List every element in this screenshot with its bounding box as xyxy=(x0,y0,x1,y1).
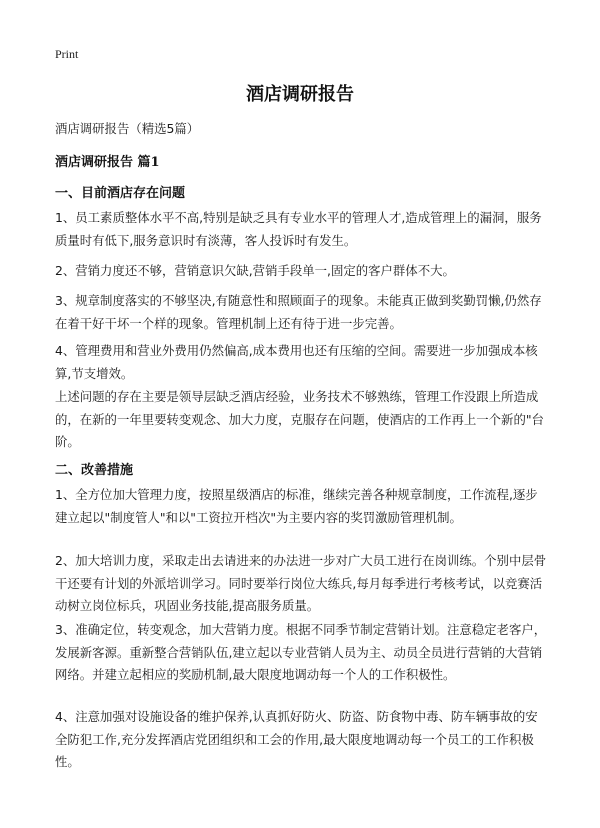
print-link[interactable]: Print xyxy=(55,47,79,61)
part-title: 酒店调研报告 篇1 xyxy=(55,155,160,170)
section-heading-measures: 二、改善措施 xyxy=(55,463,134,478)
measure-item-4: 4、注意加强对设施设备的维护保养,认真抓好防火、防盗、防食物中毒、防车辆事故的安全防犯工作,充分发挥酒店党团组织和工会的作用,最大限度地调动每一个员工的工作积极性。 xyxy=(55,709,538,769)
summary-paragraph: 上述问题的存在主要是领导层缺乏酒店经验，业务技术不够熟练，管理工作没跟上所造成的，在新的一年里要转变观念、加大力度，克服存在问题，使酒店的工作再上一个新的"台阶。 xyxy=(55,389,544,449)
measure-item-3: 3、准确定位，转变观念，加大营销力度。根据不同季节制定营销计划。注意稳定老客户，发展新客源。重新整合营销队伍,建立起以专业营销人员为主、动员全员进行营销的大营销网络。并建立起相应的奖励机制,最大限度地调动每一个人的工作积极性。 xyxy=(55,622,547,682)
section-heading-problems: 一、目前酒店存在问题 xyxy=(55,186,186,201)
problem-item-1: 1、员工素质整体水平不高,特别是缺乏具有专业水平的管理人才,造成管理上的漏洞，服务质量时有低下,服务意识时有淡薄，客人投诉时有发生。 xyxy=(55,210,542,248)
measure-item-2: 2、加大培训力度，采取走出去请进来的办法进一步对广大员工进行在岗训练。个别中层骨干还要有计划的外派培训学习。同时要举行岗位大练兵,每月每季进行考核考试，以竞赛活动树立岗位标兵，巩固业务技能,提高服务质量。 xyxy=(55,553,547,613)
problem-item-4: 4、管理费用和营业外费用仍然偏高,成本费用也还有压缩的空间。需要进一步加强成本核算,节支增效。 xyxy=(55,343,538,381)
document-subtitle: 酒店调研报告（精选5篇） xyxy=(55,121,200,136)
measure-item-1: 1、全方位加大管理力度，按照星级酒店的标准，继续完善各种规章制度，工作流程,逐步建立起以"制度管人"和以"工资拉开档次"为主要内容的奖罚激励管理机制。 xyxy=(55,487,538,525)
problem-item-2: 2、营销力度还不够，营销意识欠缺,营销手段单一,固定的客户群体不大。 xyxy=(55,263,455,278)
problem-item-3: 3、规章制度落实的不够坚决,有随意性和照顾面子的现象。未能真正做到奖勤罚懒,仍然存在着干好干坏一个样的现象。管理机制上还有待于进一步完善。 xyxy=(55,293,542,331)
document-title: 酒店调研报告 xyxy=(246,84,354,105)
